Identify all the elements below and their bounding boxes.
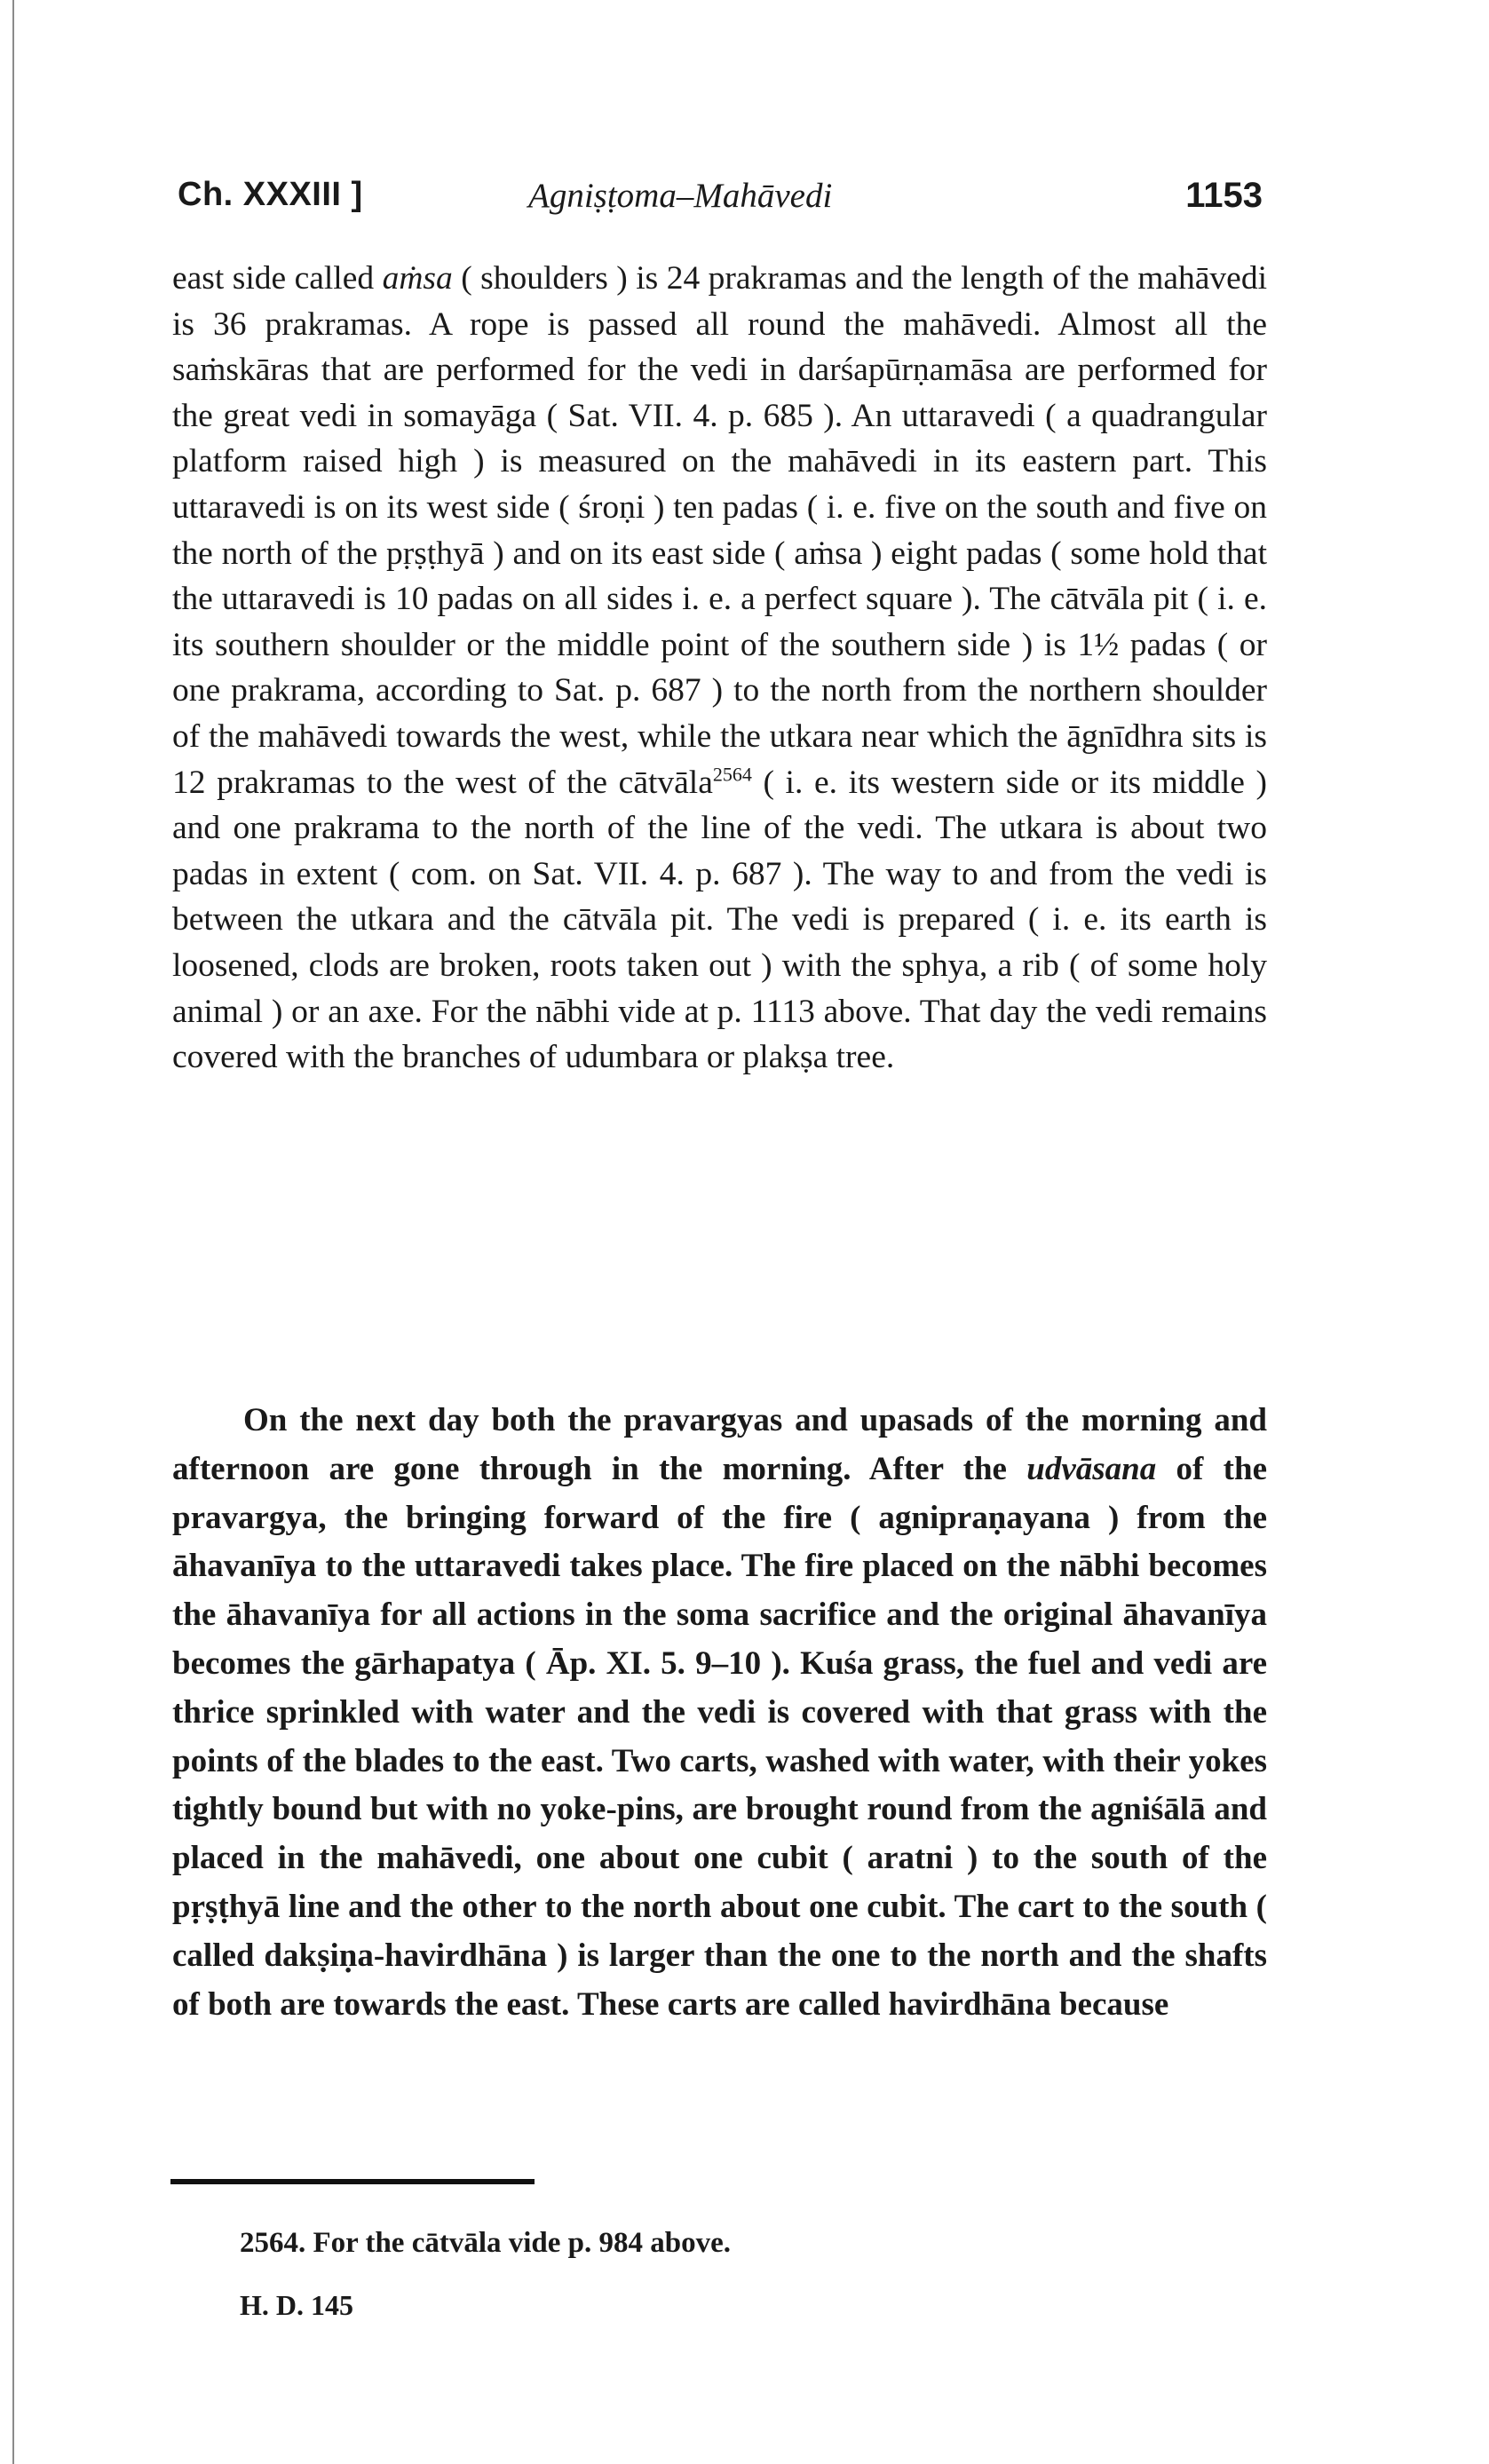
amsa-term: aṁsa [382, 260, 453, 297]
footnote-2564: 2564. For the cātvāla vide p. 984 above. [240, 2227, 732, 2259]
paragraph-2-text [172, 1397, 1267, 2029]
paragraph-1-lead: east side called [172, 260, 383, 297]
running-title: Agniṣṭoma–Mahāvedi [528, 177, 833, 215]
paragraph-1-body-b: ( i. e. its western side or its middle ) and one prakrama to the north of the line of the vedi. The utkara is about two padas in extent ( com. on Sat. VII. 4. p. 687 ). The way to and from the vedi is between the utkara and the cātvāla pit. The vedi is prepared ( i. e. its earth is loosened, clods are broken, roots taken out ) with the sphya, a rib ( of some holy animal ) or an axe. For the nābhi vide at p. 1113 above. That day the vedi remains covered with the branches of udumbara or plakṣa tree. [172, 764, 1267, 1076]
chapter-label: Ch. XXXIII ] [178, 176, 363, 213]
signature-mark: H. D. 145 [240, 2289, 353, 2321]
page-number: 1153 [1185, 176, 1263, 215]
footnote-divider [170, 2179, 535, 2184]
paragraph-2-body: of the pravargya, the bringing forward of the fire ( agnipraṇayana ) from the āhavanīya to the uttaravedi takes place. The fire placed on the nābhi becomes the āhavanīya for all actions in the soma sacrifice and the original āhavanīya becomes the gārhapatya ( Āp. XI. 5. 9–10 ). Kuśa grass, the fuel and vedi are thrice sprinkled with water and the vedi is covered with that grass with the points of the blades to the east. Two carts, washed with water, with their yokes tightly bound but with no yoke-pins, are brought round from the agniśālā and placed in the mahāvedi, one about one cubit ( aratni ) to the south of the pṛṣṭhyā line and the other to the north about one cubit. The cart to the south ( called dakṣiṇa-havirdhāna ) is larger than the one to the north and the shafts of both are towards the east. These carts are called havirdhāna because [172, 1450, 1267, 2023]
paragraph-2-lead: On the next day both the pravargyas and upasads of the morning and afternoon are gone through in the morning. After the [172, 1402, 1267, 1487]
paragraph-2 [172, 1397, 1267, 2029]
paragraph-1-text [172, 256, 1267, 1081]
scan-margin-line [12, 0, 14, 2464]
udvasana-term: udvāsana [1026, 1450, 1157, 1487]
paragraph-1-body-a: ( shoulders ) is 24 prakramas and the length of the mahāvedi is 36 prakramas. A rope is passed all round the mahāvedi. Almost all the saṁskāras that are performed for the vedi in darśapūrṇamāsa are performed for the great vedi in somayāga ( Sat. VII. 4. p. 685 ). An uttaravedi ( a quadrangular platform raised high ) is measured on the mahāvedi in its eastern part. This uttaravedi is on its west side ( śroṇi ) ten padas ( i. e. five on the south and five on the north of the pṛṣṭhyā ) and on its east side ( aṁsa ) eight padas ( some hold that the uttaravedi is 10 padas on all sides i. e. a perfect square ). The cātvāla pit ( i. e. its southern shoulder or the middle point of the southern side ) is 1½ padas ( or one prakrama, according to Sat. p. 687 ) to the north from the northern shoulder of the mahāvedi towards the west, while the utkara near which the āgnīdhra sits is 12 prakramas to the west of the cātvāla [172, 260, 1267, 801]
paragraph-1 [172, 256, 1267, 1081]
footnote-reference[interactable]: 2564 [712, 763, 752, 786]
running-header [178, 176, 1263, 222]
